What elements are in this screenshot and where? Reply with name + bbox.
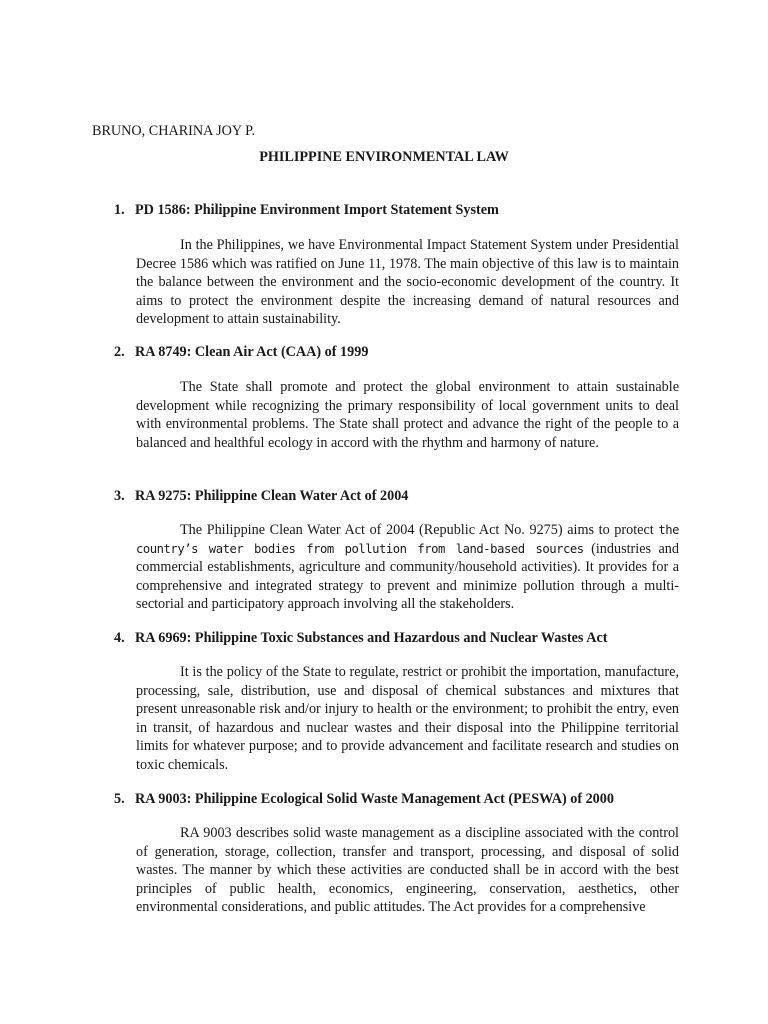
- section-number-4: 4.: [114, 630, 125, 646]
- section-body-2: The State shall promote and protect the global environment to attain sustainable development while recognizing the primary responsibility of local government units to deal with environmental problems. The State shall protect and advance the right of the people to a balanced and healthful ecology in accord with the rhythm and harmony of nature.: [136, 379, 679, 451]
- section-body-3-part1: The Philippine Clean Water Act of 2004 (Republic Act No. 9275) aims to protect: [180, 522, 659, 538]
- section-heading-3: [114, 487, 408, 505]
- section-body-3-part2: (industries and commercial establishments, agriculture and community/household activities). It provides for a comprehensive and integrated strategy to prevent and minimize pollution through a multi-sectorial and participatory approach involving all the stakeholders.: [136, 540, 679, 613]
- section-body-5: RA 9003 describes solid waste management as a discipline associated with the control of generation, storage, collection, transfer and transport, processing, and disposal of solid wastes. The manner by which these activities are conducted shall be in accord with the best principles of public health, economics, engineering, conservation, aesthetics, other environmental considerations, and public attitudes. The Act provides for a comprehensive: [136, 825, 679, 916]
- section-title-4: RA 6969: Philippine Toxic Substances and Hazardous and Nuclear Wastes Act: [135, 630, 608, 646]
- section-title-2: RA 8749: Clean Air Act (CAA) of 1999: [135, 344, 369, 360]
- section-body-1: In the Philippines, we have Environmental Impact Statement System under Presidential Decree 1586 which was ratified on June 11, 1978. The main objective of this law is to maintain the balance between the environment and the socio-economic development of the country. It aims to protect the environment despite the increasing demand of natural resources and development to attain sustainability.: [136, 237, 679, 328]
- section-heading-1: [114, 201, 499, 219]
- section-number-1: 1.: [114, 202, 125, 218]
- section-number-3: 3.: [114, 488, 125, 504]
- section-heading-5: [114, 790, 614, 808]
- section-number-5: 5.: [114, 791, 125, 807]
- section-body-3-mono: the country’s water bodies from pollution from land-based sources: [136, 523, 679, 556]
- section-body-3: [136, 521, 679, 614]
- section-number-2: 2.: [114, 344, 125, 360]
- document-title: PHILIPPINE ENVIRONMENTAL LAW: [259, 149, 509, 165]
- section-title-1: PD 1586: Philippine Environment Import Statement System: [135, 202, 499, 218]
- section-heading-4: [114, 629, 607, 647]
- section-title-3: RA 9275: Philippine Clean Water Act of 2004: [135, 488, 409, 504]
- section-title-5: RA 9003: Philippine Ecological Solid Waste Management Act (PESWA) of 2000: [135, 791, 614, 807]
- section-heading-2: [114, 343, 368, 361]
- section-body-4: It is the policy of the State to regulate, restrict or prohibit the importation, manufacture, processing, sale, distribution, use and disposal of chemical substances and mixtures that present unreasonable risk and/or injury to health or the environment; to prohibit the entry, even in transit, of hazardous and nuclear wastes and their disposal into the Philippine territorial limits for whatever purpose; and to provide advancement and facilitate research and studies on toxic chemicals.: [136, 664, 679, 773]
- author-name: BRUNO, CHARINA JOY P.: [92, 123, 256, 139]
